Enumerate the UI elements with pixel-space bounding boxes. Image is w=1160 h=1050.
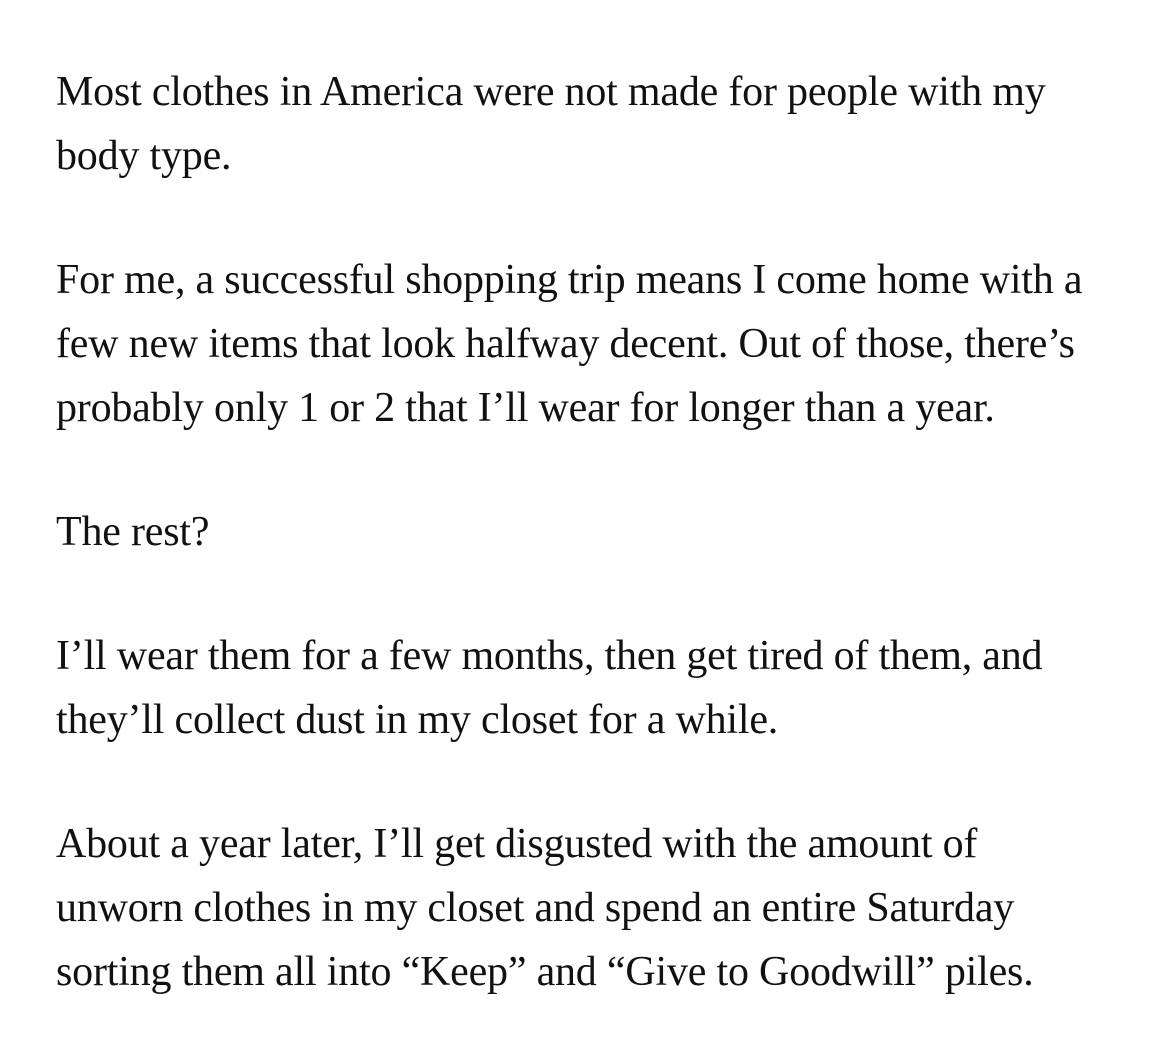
paragraph-2 <box>56 248 1136 440</box>
article-body <box>56 60 1136 1004</box>
paragraph-line: For me, a successful shopping trip means I come home with a <box>56 257 1083 303</box>
paragraph-line: Most clothes in America were not made for people with my <box>56 69 1046 115</box>
paragraph-line: unworn clothes in my closet and spend an entire Saturday <box>56 885 1015 931</box>
paragraph-line: sorting them all into “Keep” and “Give to Goodwill” piles. <box>56 949 1034 995</box>
paragraph-4 <box>56 624 1136 752</box>
paragraph-1 <box>56 60 1136 188</box>
paragraph-line: they’ll collect dust in my closet for a while. <box>56 697 779 743</box>
paragraph-line: few new items that look halfway decent. Out of those, there’s <box>56 321 1075 367</box>
paragraph-line: probably only 1 or 2 that I’ll wear for longer than a year. <box>56 385 995 431</box>
paragraph-line: I’ll wear them for a few months, then get tired of them, and <box>56 633 1043 679</box>
paragraph-line: About a year later, I’ll get disgusted with the amount of <box>56 821 978 867</box>
paragraph-5 <box>56 812 1136 1004</box>
paragraph-3 <box>56 500 1136 564</box>
paragraph-line: body type. <box>56 133 232 179</box>
paragraph-line: The rest? <box>56 509 210 555</box>
